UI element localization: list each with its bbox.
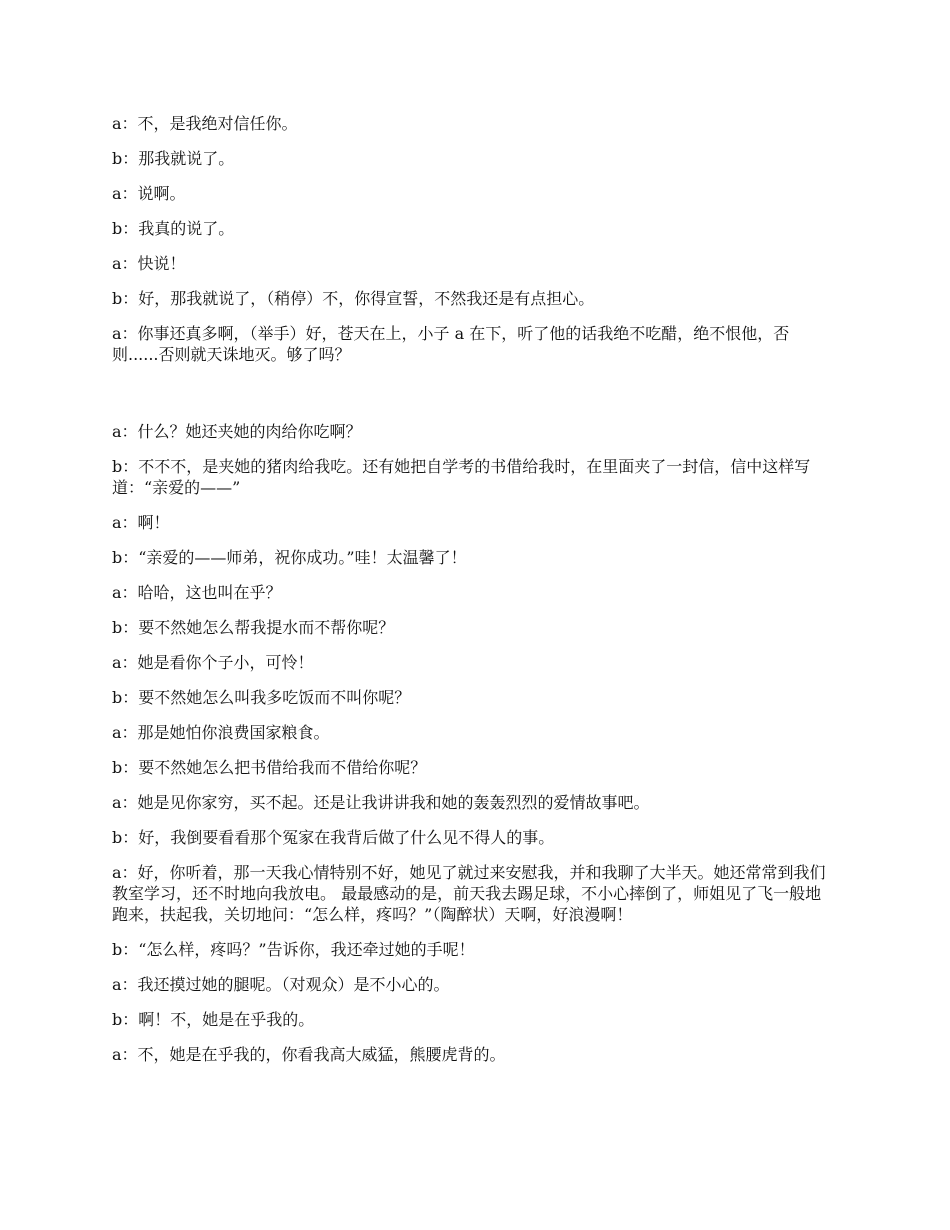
dialogue-line: a：啊！ bbox=[112, 513, 170, 532]
dialogue-line: a：不，是我绝对信任你。 bbox=[112, 114, 298, 133]
dialogue-line: b：要不然她怎么把书借给我而不借给你呢？ bbox=[112, 758, 427, 777]
dialogue-line: b：我真的说了。 bbox=[112, 219, 235, 238]
dialogue-line: a：不，她是在乎我的，你看我高大威猛，熊腰虎背的。 bbox=[112, 1045, 506, 1064]
dialogue-line: a：她是看你个子小，可怜！ bbox=[112, 653, 314, 672]
dialogue-line: b：“怎么样，疼吗？”告诉你，我还牵过她的手呢！ bbox=[112, 940, 475, 959]
dialogue-section-1 bbox=[112, 113, 832, 379]
dialogue-line: a：什么？她还夹她的肉给你吃啊？ bbox=[112, 422, 362, 441]
dialogue-line: b：啊！不，她是在乎我的。 bbox=[112, 1010, 315, 1029]
dialogue-line: b：好，那我就说了，（稍停）不，你得宣誓，不然我还是有点担心。 bbox=[112, 289, 595, 308]
dialogue-line: b：不不不，是夹她的猪肉给我吃。还有她把自学考的书借给我时，在里面夹了一封信，信中这样写道：“亲爱的——” bbox=[112, 457, 811, 497]
dialogue-line: b：那我就说了。 bbox=[112, 149, 235, 168]
dialogue-line: a：你事还真多啊，（举手）好，苍天在上，小子 a 在下，听了他的话我绝不吃醋，绝不恨他，否则......否则就天诛地灭。够了吗？ bbox=[112, 324, 790, 364]
dialogue-line: b：“亲爱的——师弟，祝你成功。”哇！太温馨了！ bbox=[112, 548, 467, 567]
dialogue-section-2 bbox=[112, 421, 832, 1079]
dialogue-line: b：要不然她怎么叫我多吃饭而不叫你呢？ bbox=[112, 688, 411, 707]
dialogue-line: a：说啊。 bbox=[112, 184, 186, 203]
dialogue-line: b：好，我倒要看看那个冤家在我背后做了什么见不得人的事。 bbox=[112, 828, 555, 847]
dialogue-line: a：我还摸过她的腿呢。（对观众）是不小心的。 bbox=[112, 975, 450, 994]
dialogue-line: b：要不然她怎么帮我提水而不帮你呢？ bbox=[112, 618, 395, 637]
dialogue-line: a：好，你听着，那一天我心情特别不好，她见了就过来安慰我，并和我聊了大半天。她还常常到我们教室学习，还不时地向我放电。 最最感动的是，前天我去踢足球，不小心摔倒了，师姐见了飞一般地跑来，扶起我，关切地问：“怎么样，疼吗？”（陶醉状）天啊，好浪漫啊！ bbox=[112, 863, 826, 924]
dialogue-line: a：哈哈，这也叫在乎？ bbox=[112, 583, 282, 602]
dialogue-line: a：她是见你家穷，买不起。还是让我讲讲我和她的轰轰烈烈的爱情故事吧。 bbox=[112, 793, 650, 812]
dialogue-line: a：那是她怕你浪费国家粮食。 bbox=[112, 723, 330, 742]
dialogue-line: a：快说！ bbox=[112, 254, 186, 273]
